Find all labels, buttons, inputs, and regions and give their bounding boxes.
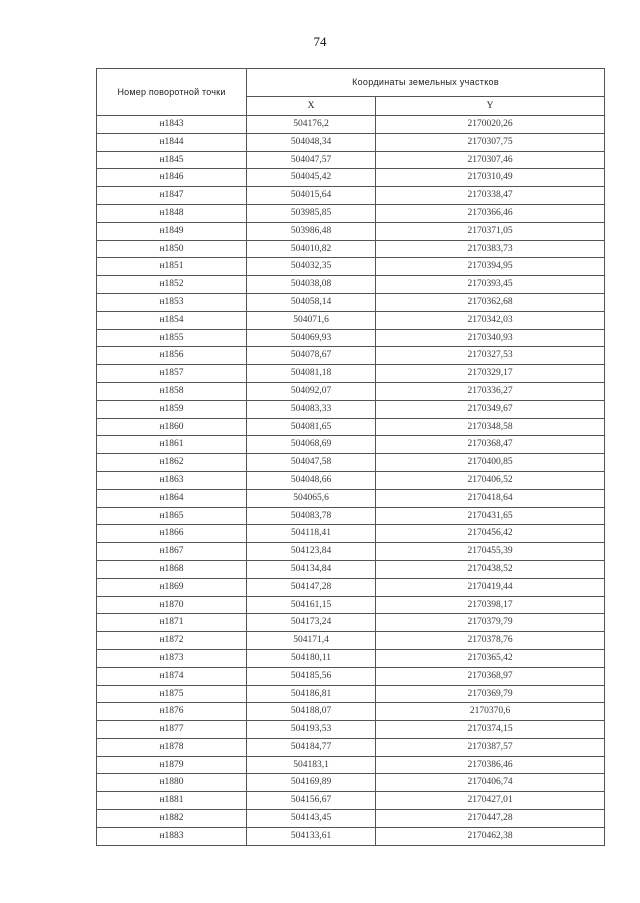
y-coordinate-cell: 2170362,68 (376, 293, 605, 311)
x-coordinate-cell: 504193,53 (247, 721, 376, 739)
y-coordinate-cell: 2170307,46 (376, 151, 605, 169)
x-coordinate-cell: 504047,58 (247, 454, 376, 472)
y-coordinate-cell: 2170349,67 (376, 400, 605, 418)
y-coordinate-cell: 2170387,57 (376, 738, 605, 756)
point-number-cell: н1848 (97, 204, 247, 222)
table-row (97, 187, 605, 205)
y-coordinate-cell: 2170398,17 (376, 596, 605, 614)
point-number-cell: н1851 (97, 258, 247, 276)
y-coordinate-cell: 2170378,76 (376, 632, 605, 650)
table-row (97, 454, 605, 472)
y-coordinate-cell: 2170368,97 (376, 667, 605, 685)
coordinates-table (96, 68, 605, 846)
table-row (97, 382, 605, 400)
y-coordinate-cell: 2170365,42 (376, 649, 605, 667)
point-number-cell: н1850 (97, 240, 247, 258)
table-row (97, 471, 605, 489)
x-coordinate-cell: 504147,28 (247, 578, 376, 596)
y-coordinate-cell: 2170342,03 (376, 311, 605, 329)
table-row (97, 632, 605, 650)
point-number-cell: н1872 (97, 632, 247, 650)
point-number-cell: н1871 (97, 614, 247, 632)
table-row (97, 258, 605, 276)
y-coordinate-cell: 2170368,47 (376, 436, 605, 454)
y-coordinate-cell: 2170340,93 (376, 329, 605, 347)
table-row (97, 685, 605, 703)
y-coordinate-cell: 2170394,95 (376, 258, 605, 276)
point-number-cell: н1855 (97, 329, 247, 347)
point-number-cell: н1854 (97, 311, 247, 329)
table-row (97, 560, 605, 578)
table-row (97, 151, 605, 169)
x-coordinate-cell: 504183,1 (247, 756, 376, 774)
y-column-header: Y (376, 96, 605, 115)
point-number-cell: н1865 (97, 507, 247, 525)
table-row (97, 703, 605, 721)
x-coordinate-cell: 504045,42 (247, 169, 376, 187)
table-row (97, 756, 605, 774)
point-number-cell: н1858 (97, 382, 247, 400)
x-coordinate-cell: 504069,93 (247, 329, 376, 347)
point-number-cell: н1876 (97, 703, 247, 721)
point-number-cell: н1862 (97, 454, 247, 472)
point-number-cell: н1863 (97, 471, 247, 489)
x-coordinate-cell: 504169,89 (247, 774, 376, 792)
table-row (97, 738, 605, 756)
x-coordinate-cell: 504133,61 (247, 827, 376, 845)
x-coordinate-cell: 504048,34 (247, 133, 376, 151)
x-coordinate-cell: 504068,69 (247, 436, 376, 454)
x-coordinate-cell: 504143,45 (247, 810, 376, 828)
point-number-cell: н1869 (97, 578, 247, 596)
y-coordinate-cell: 2170327,53 (376, 347, 605, 365)
y-coordinate-cell: 2170431,65 (376, 507, 605, 525)
x-coordinate-cell: 504188,07 (247, 703, 376, 721)
y-coordinate-cell: 2170374,15 (376, 721, 605, 739)
x-coordinate-cell: 504184,77 (247, 738, 376, 756)
x-coordinate-cell: 504180,11 (247, 649, 376, 667)
point-number-cell: н1845 (97, 151, 247, 169)
x-coordinate-cell: 504048,66 (247, 471, 376, 489)
table-row (97, 792, 605, 810)
table-row (97, 596, 605, 614)
table-row (97, 240, 605, 258)
point-number-cell: н1878 (97, 738, 247, 756)
point-number-cell: н1880 (97, 774, 247, 792)
table-row (97, 667, 605, 685)
y-coordinate-cell: 2170310,49 (376, 169, 605, 187)
y-coordinate-cell: 2170400,85 (376, 454, 605, 472)
x-coordinate-cell: 504118,41 (247, 525, 376, 543)
x-coordinate-cell: 504134,84 (247, 560, 376, 578)
x-coordinate-cell: 503986,48 (247, 222, 376, 240)
x-coordinate-cell: 504058,14 (247, 293, 376, 311)
y-coordinate-cell: 2170406,74 (376, 774, 605, 792)
coordinates-group-header: Координаты земельных участков (247, 69, 605, 97)
x-coordinate-cell: 504173,24 (247, 614, 376, 632)
table-row (97, 347, 605, 365)
y-coordinate-cell: 2170427,01 (376, 792, 605, 810)
y-coordinate-cell: 2170366,46 (376, 204, 605, 222)
y-coordinate-cell: 2170393,45 (376, 276, 605, 294)
point-number-header: Номер поворотной точки (97, 69, 247, 116)
y-coordinate-cell: 2170456,42 (376, 525, 605, 543)
table-row (97, 436, 605, 454)
y-coordinate-cell: 2170447,28 (376, 810, 605, 828)
table-row (97, 400, 605, 418)
table-row (97, 525, 605, 543)
point-number-cell: н1849 (97, 222, 247, 240)
y-coordinate-cell: 2170369,79 (376, 685, 605, 703)
x-coordinate-cell: 504065,6 (247, 489, 376, 507)
y-coordinate-cell: 2170418,64 (376, 489, 605, 507)
y-coordinate-cell: 2170329,17 (376, 365, 605, 383)
y-coordinate-cell: 2170348,58 (376, 418, 605, 436)
x-coordinate-cell: 504081,18 (247, 365, 376, 383)
point-number-cell: н1868 (97, 560, 247, 578)
point-number-cell: н1859 (97, 400, 247, 418)
point-number-cell: н1860 (97, 418, 247, 436)
point-number-cell: н1879 (97, 756, 247, 774)
point-number-cell: н1846 (97, 169, 247, 187)
table-row (97, 827, 605, 845)
point-number-cell: н1870 (97, 596, 247, 614)
table-row (97, 810, 605, 828)
x-coordinate-cell: 504078,67 (247, 347, 376, 365)
x-coordinate-cell: 504083,33 (247, 400, 376, 418)
x-coordinate-cell: 504071,6 (247, 311, 376, 329)
y-coordinate-cell: 2170406,52 (376, 471, 605, 489)
x-coordinate-cell: 504081,65 (247, 418, 376, 436)
point-number-cell: н1873 (97, 649, 247, 667)
table-body (97, 116, 605, 846)
y-coordinate-cell: 2170371,05 (376, 222, 605, 240)
y-coordinate-cell: 2170379,79 (376, 614, 605, 632)
point-number-cell: н1853 (97, 293, 247, 311)
table-row (97, 329, 605, 347)
table-row (97, 311, 605, 329)
table-row (97, 418, 605, 436)
table-row (97, 204, 605, 222)
y-coordinate-cell: 2170370,6 (376, 703, 605, 721)
x-coordinate-cell: 504015,64 (247, 187, 376, 205)
table-row (97, 578, 605, 596)
x-coordinate-cell: 504032,35 (247, 258, 376, 276)
point-number-cell: н1844 (97, 133, 247, 151)
x-coordinate-cell: 504176,2 (247, 116, 376, 134)
point-number-cell: н1875 (97, 685, 247, 703)
x-coordinate-cell: 504171,4 (247, 632, 376, 650)
table-header (97, 69, 605, 116)
point-number-cell: н1857 (97, 365, 247, 383)
x-coordinate-cell: 504185,56 (247, 667, 376, 685)
y-coordinate-cell: 2170020,26 (376, 116, 605, 134)
x-coordinate-cell: 504038,08 (247, 276, 376, 294)
point-number-cell: н1883 (97, 827, 247, 845)
x-coordinate-cell: 504083,78 (247, 507, 376, 525)
x-coordinate-cell: 503985,85 (247, 204, 376, 222)
table-row (97, 276, 605, 294)
y-coordinate-cell: 2170338,47 (376, 187, 605, 205)
x-coordinate-cell: 504186,81 (247, 685, 376, 703)
table-row (97, 774, 605, 792)
table-row (97, 169, 605, 187)
table-row (97, 133, 605, 151)
point-number-cell: н1882 (97, 810, 247, 828)
table-row (97, 649, 605, 667)
page-number: 74 (313, 34, 327, 49)
point-number-cell: н1847 (97, 187, 247, 205)
point-number-cell: н1874 (97, 667, 247, 685)
x-coordinate-cell: 504010,82 (247, 240, 376, 258)
point-number-cell: н1866 (97, 525, 247, 543)
table-row (97, 721, 605, 739)
y-coordinate-cell: 2170336,27 (376, 382, 605, 400)
table-row (97, 489, 605, 507)
table-row (97, 222, 605, 240)
point-number-cell: н1864 (97, 489, 247, 507)
point-number-cell: н1861 (97, 436, 247, 454)
y-coordinate-cell: 2170307,75 (376, 133, 605, 151)
y-coordinate-cell: 2170386,46 (376, 756, 605, 774)
x-coordinate-cell: 504156,67 (247, 792, 376, 810)
point-number-cell: н1877 (97, 721, 247, 739)
header-row (97, 69, 605, 97)
y-coordinate-cell: 2170455,39 (376, 543, 605, 561)
point-number-cell: н1843 (97, 116, 247, 134)
point-number-cell: н1856 (97, 347, 247, 365)
point-number-cell: н1852 (97, 276, 247, 294)
point-number-cell: н1867 (97, 543, 247, 561)
y-coordinate-cell: 2170383,73 (376, 240, 605, 258)
table-row (97, 543, 605, 561)
x-coordinate-cell: 504047,57 (247, 151, 376, 169)
table-row (97, 614, 605, 632)
table-row (97, 507, 605, 525)
y-coordinate-cell: 2170419,44 (376, 578, 605, 596)
table-row (97, 365, 605, 383)
x-coordinate-cell: 504161,15 (247, 596, 376, 614)
table-row (97, 116, 605, 134)
x-coordinate-cell: 504123,84 (247, 543, 376, 561)
table-row (97, 293, 605, 311)
y-coordinate-cell: 2170438,52 (376, 560, 605, 578)
point-number-cell: н1881 (97, 792, 247, 810)
x-column-header: X (247, 96, 376, 115)
x-coordinate-cell: 504092,07 (247, 382, 376, 400)
y-coordinate-cell: 2170462,38 (376, 827, 605, 845)
